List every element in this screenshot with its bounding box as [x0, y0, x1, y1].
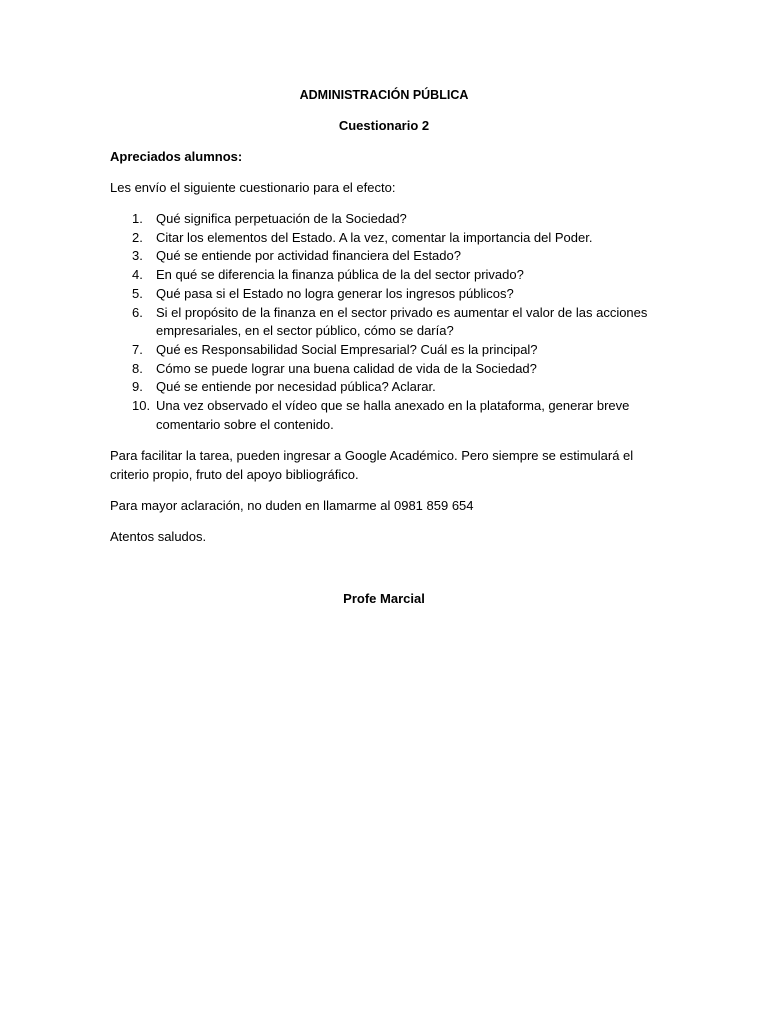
list-item-number: 3.: [132, 248, 143, 264]
list-item-number: 7.: [132, 341, 143, 357]
question-list: [110, 210, 658, 434]
list-item-number: 5.: [132, 285, 143, 301]
list-item: [110, 285, 658, 304]
list-item: [110, 360, 658, 379]
list-item: [110, 247, 658, 266]
list-item-text: Citar los elementos del Estado. A la vez, comentar la importancia del Poder.: [156, 229, 593, 245]
list-item-number: 1.: [132, 211, 143, 226]
list-item-text: Qué se entiende por necesidad pública? Aclarar.: [156, 379, 436, 395]
list-item-number: 10.: [132, 398, 151, 414]
paragraph-contact: Para mayor aclaración, no duden en llamarme al 0981 859 654: [110, 498, 474, 514]
document-title: ADMINISTRACIÓN PÚBLICA: [299, 88, 469, 102]
list-item-text: Si el propósito de la finanza en el sector privado es aumentar el valor de las acciones empresariales, en el sector público, cómo se daría?: [156, 304, 648, 339]
list-item-text: Qué es Responsabilidad Social Empresarial? Cuál es la principal?: [156, 341, 538, 357]
list-item-text: Cómo se puede lograr una buena calidad de vida de la Sociedad?: [156, 360, 537, 376]
paragraph-tip: Para facilitar la tarea, pueden ingresar a Google Académico. Pero siempre se estimulará el criterio propio, fruto del apoyo bibliográfico.: [110, 448, 634, 483]
list-item: [110, 304, 658, 341]
document-page: [110, 86, 658, 608]
list-item-number: 6.: [132, 304, 143, 320]
list-item-text: Una vez observado el vídeo que se halla anexado en la plataforma, generar breve comentario sobre el contenido.: [156, 398, 630, 432]
list-item-text: Qué significa perpetuación de la Sociedad?: [156, 211, 407, 226]
list-item-text: En qué se diferencia la finanza pública de la del sector privado?: [156, 267, 524, 283]
list-item-number: 9.: [132, 379, 143, 395]
list-item: [110, 229, 658, 248]
list-item-text: Qué se entiende por actividad financiera del Estado?: [156, 248, 461, 264]
list-item-number: 8.: [132, 360, 143, 376]
list-item: [110, 341, 658, 360]
list-item: [110, 266, 658, 285]
list-item-number: 2.: [132, 229, 143, 245]
list-item: [110, 210, 658, 229]
list-item-number: 4.: [132, 267, 143, 283]
intro-text: Les envío el siguiente cuestionario para el efecto:: [110, 180, 396, 195]
list-item: [110, 378, 658, 397]
document-subtitle: Cuestionario 2: [338, 118, 430, 133]
closing-text: Atentos saludos.: [110, 529, 207, 545]
greeting: Apreciados alumnos:: [110, 149, 243, 164]
list-item: [110, 397, 658, 434]
signature: Profe Marcial: [343, 591, 425, 607]
list-item-text: Qué pasa si el Estado no logra generar los ingresos públicos?: [156, 285, 514, 301]
